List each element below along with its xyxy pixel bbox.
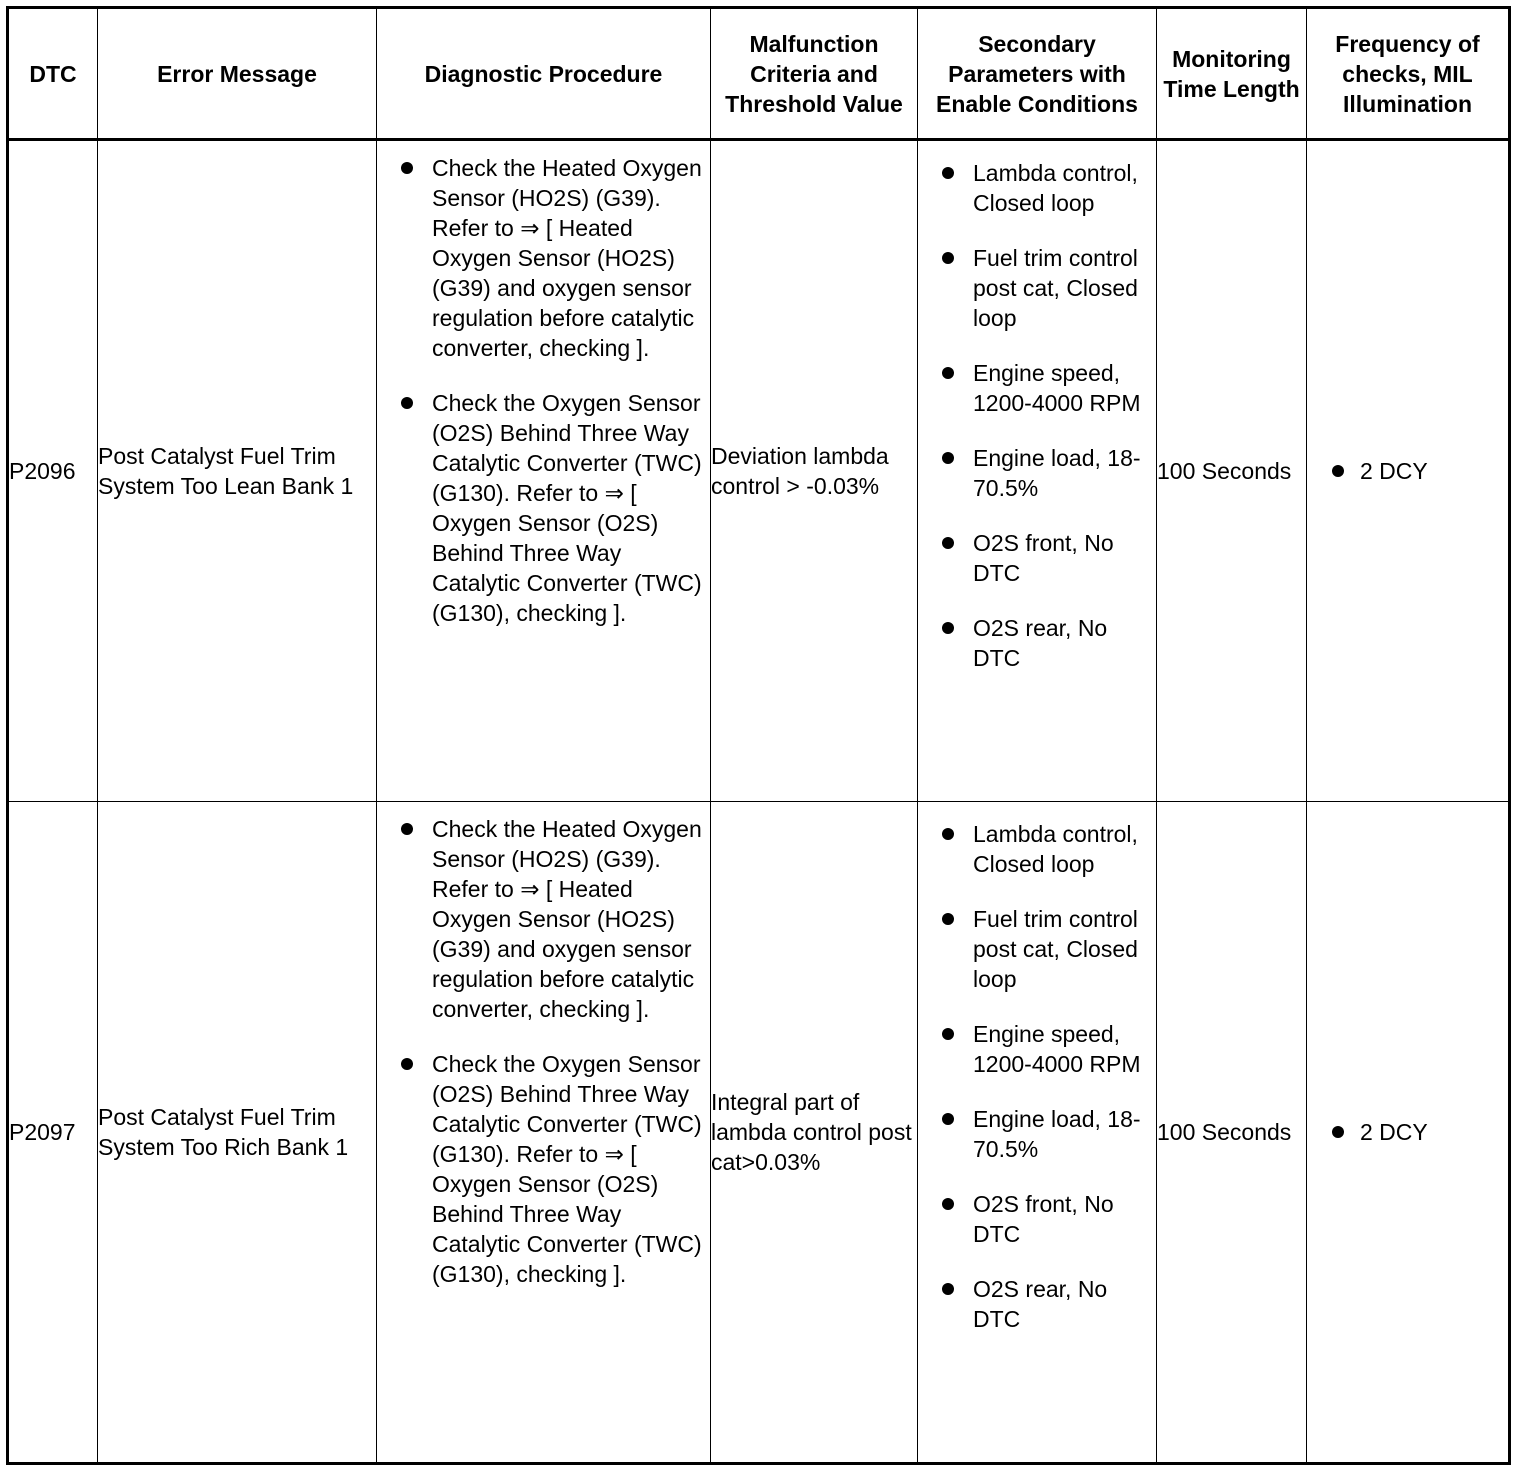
malfunction-criteria: Deviation lambda control > -0.03% bbox=[711, 140, 918, 802]
procedure-step: Check the Heated Oxygen Sensor (HO2S) (G39). Refer to ⇒ [ Heated Oxygen Sensor (HO2S) (G39) and oxygen sensor regulation before catalytic converter, checking ]. bbox=[432, 814, 704, 1024]
parameter-item: O2S rear, No DTC bbox=[973, 613, 1152, 673]
frequency-mil bbox=[1307, 802, 1510, 1464]
diagnostic-procedure bbox=[377, 802, 711, 1464]
header-error-message: Error Message bbox=[98, 8, 377, 140]
procedure-step: Check the Heated Oxygen Sensor (HO2S) (G39). Refer to ⇒ [ Heated Oxygen Sensor (HO2S) (G39) and oxygen sensor regulation before catalytic converter, checking ]. bbox=[432, 153, 704, 363]
parameter-item: O2S front, No DTC bbox=[973, 528, 1152, 588]
parameter-item: Engine load, 18-70.5% bbox=[973, 443, 1152, 503]
frequency-mil bbox=[1307, 140, 1510, 802]
frequency-item: 2 DCY bbox=[1360, 1117, 1508, 1147]
parameter-item: Engine speed, 1200-4000 RPM bbox=[973, 1019, 1152, 1079]
parameter-item: Lambda control, Closed loop bbox=[973, 158, 1152, 218]
procedure-step: Check the Oxygen Sensor (O2S) Behind Three Way Catalytic Converter (TWC) (G130). Refer to ⇒ [ Oxygen Sensor (O2S) Behind Three Way Catalytic Converter (TWC) (G130), checking ]. bbox=[432, 388, 704, 628]
frequency-item: 2 DCY bbox=[1360, 456, 1508, 486]
parameter-item: Fuel trim control post cat, Closed loop bbox=[973, 243, 1152, 333]
parameter-item: Lambda control, Closed loop bbox=[973, 819, 1152, 879]
header-secondary-parameters: Secondary Parameters with Enable Conditions bbox=[918, 8, 1157, 140]
error-message: Post Catalyst Fuel Trim System Too Rich Bank 1 bbox=[98, 802, 377, 1464]
secondary-parameters bbox=[918, 140, 1157, 802]
procedure-step: Check the Oxygen Sensor (O2S) Behind Three Way Catalytic Converter (TWC) (G130). Refer to ⇒ [ Oxygen Sensor (O2S) Behind Three Way Catalytic Converter (TWC) (G130), checking ]. bbox=[432, 1049, 704, 1289]
error-message: Post Catalyst Fuel Trim System Too Lean Bank 1 bbox=[98, 140, 377, 802]
parameter-item: O2S rear, No DTC bbox=[973, 1274, 1152, 1334]
monitoring-time: 100 Seconds bbox=[1157, 802, 1307, 1464]
dtc-code: P2097 bbox=[8, 802, 98, 1464]
malfunction-criteria: Integral part of lambda control post cat>0.03% bbox=[711, 802, 918, 1464]
diagnostic-procedure bbox=[377, 140, 711, 802]
parameter-item: Engine load, 18-70.5% bbox=[973, 1104, 1152, 1164]
header-monitoring-time: Monitoring Time Length bbox=[1157, 8, 1307, 140]
table-row bbox=[8, 140, 1510, 802]
monitoring-time: 100 Seconds bbox=[1157, 140, 1307, 802]
header-row bbox=[8, 8, 1510, 140]
parameter-item: Fuel trim control post cat, Closed loop bbox=[973, 904, 1152, 994]
dtc-code: P2096 bbox=[8, 140, 98, 802]
dtc-table bbox=[6, 6, 1511, 1465]
parameter-item: Engine speed, 1200-4000 RPM bbox=[973, 358, 1152, 418]
header-diagnostic-procedure: Diagnostic Procedure bbox=[377, 8, 711, 140]
table-row bbox=[8, 802, 1510, 1464]
header-frequency: Frequency of checks, MIL Illumination bbox=[1307, 8, 1510, 140]
header-dtc: DTC bbox=[8, 8, 98, 140]
parameter-item: O2S front, No DTC bbox=[973, 1189, 1152, 1249]
header-malfunction-criteria: Malfunction Criteria and Threshold Value bbox=[711, 8, 918, 140]
secondary-parameters bbox=[918, 802, 1157, 1464]
